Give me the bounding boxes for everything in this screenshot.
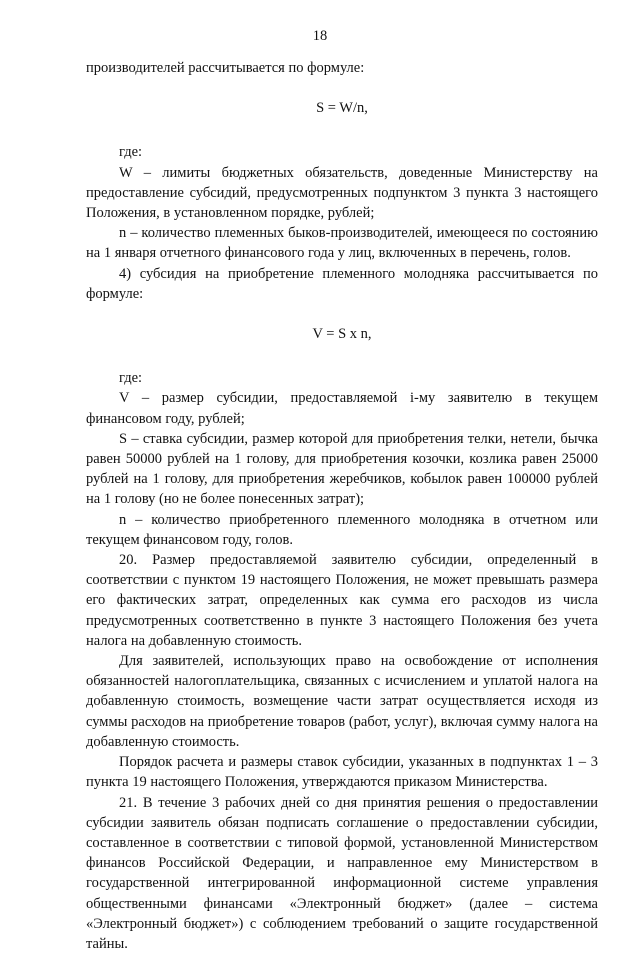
paragraph-where-label: где: [86,142,598,162]
paragraph-subsidy-4: 4) субсидия на приобретение племенного молодняка рассчитывается по формуле: [86,264,598,304]
paragraph-item-20: 20. Размер предоставляемой заявителю субсидии, определенный в соответствии с пунктом 19 настоящего Положения, не может превышать размера его фактических затрат, определенных как сумма его расходов из числа предусмотренных соответственно в пункте 3 настоящего Положения без учета налога на добавленную стоимость. [86,550,598,651]
formula-v: V = S x n, [86,324,598,344]
paragraph-n-definition-2: n – количество приобретенного племенного молодняка в отчетном или текущем финансовом году, голов. [86,510,598,550]
formula-s: S = W/n, [86,98,598,118]
paragraph-item-21: 21. В течение 3 рабочих дней со дня принятия решения о предоставлении субсидии заявитель обязан подписать соглашение о предоставлении субсидии, составленное в соответствии с типовой формой, установленной Министерством финансов Российской Федерации, и направленное ему Министерством в государственной интегрированной информационной системе управления общественными финансами «Электронный бюджет» (далее – система «Электронный бюджет») с соблюдением требований о защите государственной тайны. [86,793,598,954]
paragraph-rates-order: Порядок расчета и размеры ставок субсидии, указанных в подпунктах 1 – 3 пункта 19 настоящего Положения, утверждаются приказом Министерства. [86,752,598,792]
document-body [86,58,598,954]
paragraph-v-definition: V – размер субсидии, предоставляемой i-му заявителю в текущем финансовом году, рублей; [86,388,598,428]
paragraph-where-label-2: где: [86,368,598,388]
paragraph-formula-intro: производителей рассчитывается по формуле: [86,58,598,78]
paragraph-s-definition: S – ставка субсидии, размер которой для приобретения телки, нетели, бычка равен 50000 рублей на 1 голову, для приобретения козочки, козлика равен 25000 рублей на 1 голову, для приобретения жеребчиков, кобылок равен 100000 рублей на 1 голову (но не более понесенных затрат); [86,429,598,510]
paragraph-w-definition: W – лимиты бюджетных обязательств, доведенные Министерству на предоставление субсидий, предусмотренных подпунктом 3 пункта 3 настоящего Положения, в установленном порядке, рублей; [86,163,598,224]
paragraph-vat-exemption: Для заявителей, использующих право на освобождение от исполнения обязанностей налогоплательщика, связанных с исчислением и уплатой налога на добавленную стоимость, возмещение части затрат осуществляется исходя из суммы расходов на приобретение товаров (работ, услуг), включая сумму налога на добавленную стоимость. [86,651,598,752]
paragraph-n-definition: n – количество племенных быков-производителей, имеющееся по состоянию на 1 января отчетного финансового года у лиц, включенных в перечень, голов. [86,223,598,263]
page-number: 18 [0,27,640,45]
